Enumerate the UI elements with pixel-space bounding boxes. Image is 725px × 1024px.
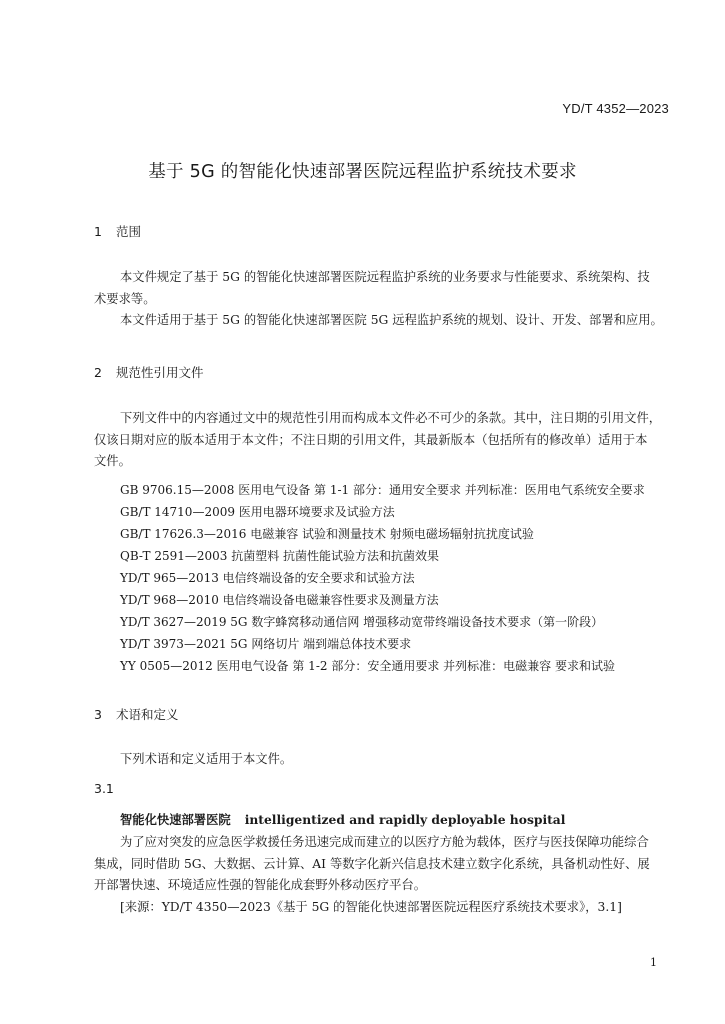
section-title: 范围 [116, 224, 142, 239]
definition-line: 开部署快速、环境适应性强的智能化成套野外移动医疗平台。 [94, 878, 427, 893]
page-number: 1 [650, 956, 657, 969]
source-note: [来源：YD/T 4350—2023《基于 5G 的智能化快速部署医院远程医疗系统技术要求》，3.1] [120, 899, 622, 914]
term-name-zh: 智能化快速部署医院 [120, 813, 231, 827]
term-name [120, 810, 565, 828]
section-number: 3 [94, 707, 102, 722]
paragraph-line: 术要求等。 [94, 291, 156, 306]
reference-item: YD/T 3973—2021 5G 网络切片 端到端总体技术要求 [120, 637, 412, 651]
definition-line: 集成，同时借助 5G、大数据、云计算、AI 等数字化新兴信息技术建立数字化系统，具备机动性好、展 [94, 856, 650, 871]
section-3-heading [94, 705, 179, 723]
reference-item: GB 9706.15—2008 医用电气设备 第 1-1 部分：通用安全要求 并列标准：医用电气系统安全要求 [120, 483, 645, 497]
section-2-body [94, 408, 672, 473]
section-title: 规范性引用文件 [116, 365, 204, 380]
document-title: 基于 5G 的智能化快速部署医院远程监护系统技术要求 [148, 162, 577, 182]
reference-item: YY 0505—2012 医用电气设备 第 1-2 部分：安全通用要求 并列标准：电磁兼容 要求和试验 [120, 659, 615, 673]
paragraph-line: 下列术语和定义适用于本文件。 [120, 752, 293, 766]
standard-code: YD/T 4352—2023 [562, 101, 669, 116]
reference-item: YD/T 968—2010 电信终端设备电磁兼容性要求及测量方法 [120, 593, 439, 607]
paragraph-line: 文件。 [94, 454, 131, 469]
reference-item: GB/T 17626.3—2016 电磁兼容 试验和测量技术 射频电磁场辐射抗扰度试验 [120, 527, 534, 541]
reference-item: YD/T 3627—2019 5G 数字蜂窝移动通信网 增强移动宽带终端设备技术要求（第一阶段） [120, 615, 604, 629]
reference-item: YD/T 965—2013 电信终端设备的安全要求和试验方法 [120, 571, 415, 585]
definition-line: 为了应对突发的应急医学救援任务迅速完成而建立的以医疗方舱为载体，医疗与医技保障功能综合 [120, 835, 649, 849]
term-definition [94, 832, 672, 918]
section-title: 术语和定义 [116, 707, 179, 722]
section-2-heading [94, 363, 204, 381]
section-3-body [94, 749, 672, 771]
paragraph-line: 本文件适用于基于 5G 的智能化快速部署医院 5G 远程监护系统的规划、设计、开发、部署和应用。 [120, 313, 663, 328]
section-1-heading [94, 222, 141, 240]
term-name-en: intelligentized and rapidly deployable hospital [244, 812, 566, 827]
reference-item: GB/T 14710—2009 医用电器环境要求及试验方法 [120, 505, 395, 519]
paragraph-line: 下列文件中的内容通过文中的规范性引用而构成本文件必不可少的条款。其中，注日期的引用文件， [120, 411, 662, 425]
term-number: 3.1 [94, 781, 114, 796]
section-number: 2 [94, 365, 102, 380]
paragraph-line: 仅该日期对应的版本适用于本文件；不注日期的引用文件，其最新版本（包括所有的修改单）适用于本 [94, 432, 648, 447]
reference-item: QB-T 2591—2003 抗菌塑料 抗菌性能试验方法和抗菌效果 [120, 549, 440, 563]
paragraph-line: 本文件规定了基于 5G 的智能化快速部署医院远程监护系统的业务要求与性能要求、系统架构、技 [120, 270, 650, 284]
section-1-body [94, 267, 672, 332]
section-number: 1 [94, 224, 102, 239]
